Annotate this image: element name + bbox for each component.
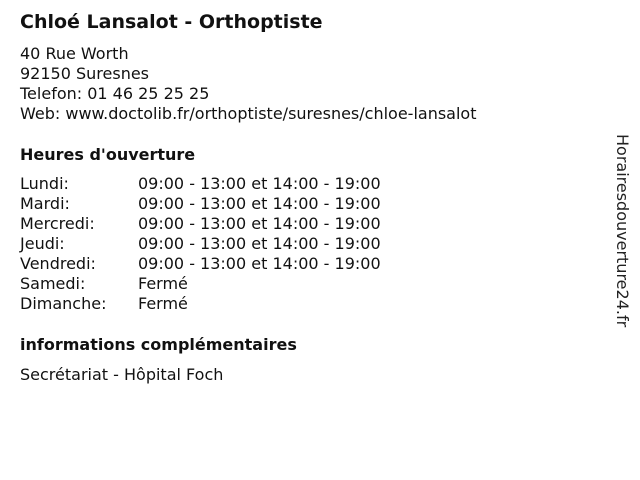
opening-hours: 09:00 - 13:00 et 14:00 - 19:00 — [138, 234, 381, 253]
opening-hours: Fermé — [138, 274, 188, 293]
opening-hours: 09:00 - 13:00 et 14:00 - 19:00 — [138, 214, 381, 233]
opening-hours: 09:00 - 13:00 et 14:00 - 19:00 — [138, 254, 381, 273]
opening-hours: 09:00 - 13:00 et 14:00 - 19:00 — [138, 194, 381, 213]
hours-heading: Heures d'ouverture — [20, 145, 196, 164]
address-block — [20, 44, 476, 124]
hours-row-friday — [20, 254, 381, 274]
day-label: Mardi: — [20, 194, 70, 213]
day-label: Mercredi: — [20, 214, 95, 233]
hours-row-wednesday — [20, 214, 381, 234]
site-watermark: Horairesdouverture24.fr — [613, 134, 632, 328]
hours-row-saturday — [20, 274, 381, 294]
info-text: Secrétariat - Hôpital Foch — [20, 365, 224, 384]
day-label: Dimanche: — [20, 294, 107, 313]
hours-row-tuesday — [20, 194, 381, 214]
street-address: 40 Rue Worth — [20, 44, 129, 63]
opening-hours: 09:00 - 13:00 et 14:00 - 19:00 — [138, 174, 381, 193]
info-heading: informations complémentaires — [20, 335, 297, 354]
hours-table — [20, 174, 381, 314]
city-postal-code: 92150 Suresnes — [20, 64, 150, 83]
hours-row-monday — [20, 174, 381, 194]
website-link[interactable]: Web: www.doctolib.fr/orthoptiste/suresnes/chloe-lansalot — [20, 104, 477, 123]
day-label: Lundi: — [20, 174, 69, 193]
hours-row-sunday — [20, 294, 381, 314]
opening-hours: Fermé — [138, 294, 188, 313]
page-title: Chloé Lansalot - Orthoptiste — [20, 11, 323, 33]
day-label: Samedi: — [20, 274, 86, 293]
day-label: Jeudi: — [20, 234, 65, 253]
hours-row-thursday — [20, 234, 381, 254]
phone-number: Telefon: 01 46 25 25 25 — [20, 84, 210, 103]
day-label: Vendredi: — [20, 254, 96, 273]
